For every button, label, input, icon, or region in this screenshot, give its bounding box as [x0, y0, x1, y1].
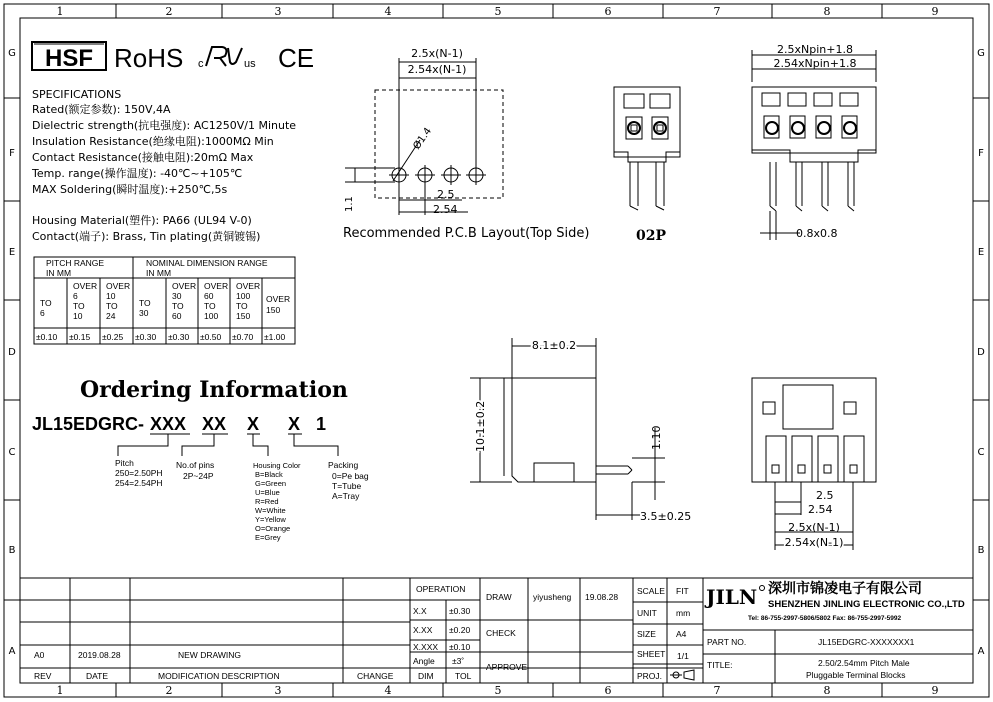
svg-text:NEW DRAWING: NEW DRAWING [178, 650, 241, 660]
row-label: B [8, 545, 16, 556]
svg-text:JL15EDGRC-: JL15EDGRC- [32, 414, 145, 434]
spec-line: Dielectric strength(抗电强度): AC1250V/1 Minute [32, 119, 297, 132]
svg-text:DRAW: DRAW [486, 592, 512, 602]
svg-text:30: 30 [172, 291, 182, 301]
col-label: 4 [384, 5, 392, 18]
svg-text:U=Blue: U=Blue [255, 488, 280, 497]
col-label: 4 [384, 684, 392, 697]
col-label: 7 [713, 684, 721, 697]
company-logo: JILN [706, 585, 758, 609]
svg-text:±0.25: ±0.25 [102, 332, 124, 342]
col-label: 5 [494, 684, 502, 697]
svg-text:XX: XX [202, 414, 227, 434]
svg-text:NOMINAL DIMENSION RANGE: NOMINAL DIMENSION RANGE [146, 258, 268, 268]
svg-text:PITCH RANGE: PITCH RANGE [46, 258, 105, 268]
bottom-view [752, 378, 876, 550]
svg-text:1.1: 1.1 [344, 196, 355, 212]
svg-text:CHANGE: CHANGE [357, 671, 394, 681]
svg-text:OVER: OVER [172, 281, 197, 291]
svg-text:Packing: Packing [328, 460, 359, 470]
svg-text:2.50/2.54mm Pitch Male: 2.50/2.54mm Pitch Male [818, 658, 910, 668]
svg-text:2.5xNpin+1.8: 2.5xNpin+1.8 [777, 43, 853, 56]
tolerance-table [34, 257, 295, 344]
svg-text:2.5x(N-1): 2.5x(N-1) [411, 47, 463, 60]
svg-text:60: 60 [204, 291, 214, 301]
row-label: D [977, 347, 985, 358]
svg-text:O=Orange: O=Orange [255, 524, 291, 533]
row-label: C [8, 447, 16, 458]
col-label: 7 [713, 5, 721, 18]
svg-text:us: us [244, 58, 256, 70]
svg-text:2.54x(N-1): 2.54x(N-1) [407, 63, 467, 76]
svg-text:Pitch: Pitch [115, 458, 134, 468]
front-view [752, 43, 876, 240]
svg-text:OVER: OVER [236, 281, 261, 291]
svg-text:No.of pins: No.of pins [176, 460, 215, 470]
ordering-leaders [118, 434, 338, 456]
title-block [20, 578, 973, 683]
svg-text:Angle: Angle [413, 656, 435, 666]
col-label: 1 [56, 684, 64, 697]
svg-text:±0.30: ±0.30 [168, 332, 190, 342]
svg-text:1.10: 1.10 [650, 425, 663, 450]
material-line: Contact(端子): Brass, Tin plating(黄铜镀锡) [32, 230, 261, 243]
row-label: F [9, 148, 15, 159]
col-label: 5 [494, 5, 502, 18]
certification-logos [32, 42, 314, 73]
svg-text:SIZE: SIZE [637, 629, 656, 639]
svg-text:±0.10: ±0.10 [36, 332, 58, 342]
svg-text:24: 24 [106, 311, 116, 321]
col-label: 8 [823, 5, 831, 18]
svg-text:FIT: FIT [676, 586, 689, 596]
row-label: A [977, 646, 985, 657]
svg-text:TO: TO [172, 301, 184, 311]
svg-text:1/1: 1/1 [677, 651, 689, 661]
side-view [470, 338, 691, 523]
svg-text:2.54x(N-1): 2.54x(N-1) [784, 536, 844, 549]
svg-text:6: 6 [40, 308, 45, 318]
svg-text:IN MM: IN MM [46, 268, 72, 278]
svg-text:30: 30 [139, 308, 149, 318]
rohs-logo: RoHS [114, 43, 184, 73]
svg-text:c: c [198, 58, 204, 70]
company-name-cn: 深圳市锦凌电子有限公司 [768, 581, 922, 597]
svg-text:mm: mm [676, 608, 691, 618]
spec-line: MAX Soldering(瞬时温度):+250℃,5s [32, 183, 228, 196]
svg-text:Housing Color: Housing Color [253, 461, 301, 470]
svg-text:CHECK: CHECK [486, 628, 516, 638]
svg-text:TO: TO [236, 301, 248, 311]
ordering-title: Ordering Information [80, 377, 348, 403]
svg-text:250=2.50PH: 250=2.50PH [115, 468, 163, 478]
svg-text:±1.00: ±1.00 [264, 332, 286, 342]
svg-text:254=2.54PH: 254=2.54PH [115, 478, 163, 488]
svg-text:1: 1 [316, 414, 327, 434]
svg-text:X: X [247, 414, 260, 434]
svg-text:2019.08.28: 2019.08.28 [78, 650, 121, 660]
row-label: G [977, 48, 985, 59]
svg-text:G=Green: G=Green [255, 479, 287, 488]
svg-text:2.54: 2.54 [808, 503, 833, 516]
pcb-caption: Recommended P.C.B Layout(Top Side) [343, 226, 590, 241]
svg-text:IN MM: IN MM [146, 268, 172, 278]
svg-text:R=Red: R=Red [255, 497, 279, 506]
svg-text:6: 6 [73, 291, 78, 301]
svg-text:DATE: DATE [86, 671, 109, 681]
registered-icon [760, 586, 765, 591]
company-contact: Tel: 86-755-2997-5806/5802 Fax: 86-755-2997-5992 [748, 615, 902, 622]
col-label: 3 [274, 684, 282, 697]
svg-text:TITLE:: TITLE: [707, 660, 733, 670]
col-label: 2 [165, 684, 173, 697]
svg-text:±0.10: ±0.10 [449, 642, 471, 652]
svg-text:150: 150 [266, 305, 281, 315]
svg-text:2.54xNpin+1.8: 2.54xNpin+1.8 [773, 57, 857, 70]
svg-text:±0.30: ±0.30 [135, 332, 157, 342]
spec-heading: SPECIFICATIONS [32, 88, 122, 101]
svg-text:±0.30: ±0.30 [449, 606, 471, 616]
svg-text:2P~24P: 2P~24P [183, 471, 214, 481]
svg-text:SHEET: SHEET [637, 649, 666, 659]
svg-text:60: 60 [172, 311, 182, 321]
svg-text:PROJ.: PROJ. [637, 671, 663, 681]
row-label: C [977, 447, 985, 458]
ordering-code [32, 414, 326, 434]
col-label: 6 [604, 684, 612, 697]
svg-text:JL15EDGRC-XXXXXXX1: JL15EDGRC-XXXXXXX1 [818, 637, 915, 647]
svg-text:TOL: TOL [455, 671, 472, 681]
row-label: A [8, 646, 16, 657]
svg-text:yiyusheng: yiyusheng [533, 592, 572, 602]
hsf-logo-text: HSF [45, 45, 93, 72]
svg-text:OVER: OVER [204, 281, 229, 291]
svg-text:OPERATION: OPERATION [416, 584, 466, 594]
row-label: F [978, 148, 984, 159]
spec-line: Temp. range(操作温度): -40℃~+105℃ [32, 167, 243, 180]
svg-text:10: 10 [106, 291, 116, 301]
svg-text:A=Tray: A=Tray [332, 491, 360, 501]
svg-text:OVER: OVER [106, 281, 131, 291]
view-02p [614, 87, 680, 244]
ur-mark-icon [198, 47, 256, 70]
svg-text:XXX: XXX [150, 414, 187, 434]
svg-text:10: 10 [73, 311, 83, 321]
svg-text:Ø1.4: Ø1.4 [411, 125, 435, 152]
svg-text:OVER: OVER [266, 294, 291, 304]
col-label: 1 [56, 5, 64, 18]
ce-mark: CE [278, 43, 315, 73]
svg-text:2.54: 2.54 [433, 203, 458, 216]
company-name-en: SHENZHEN JINLING ELECTRONIC CO.,LTD [768, 599, 965, 610]
svg-text:Y=Yellow: Y=Yellow [255, 515, 286, 524]
svg-text:TO: TO [40, 298, 52, 308]
svg-text:Pluggable Terminal Blocks: Pluggable Terminal Blocks [806, 670, 906, 680]
material-line: Housing Material(塑件): PA66 (UL94 V-0) [32, 214, 252, 227]
svg-text:A0: A0 [34, 650, 45, 660]
svg-text:150: 150 [236, 311, 251, 321]
svg-text:DIM: DIM [418, 671, 434, 681]
svg-text:±0.15: ±0.15 [69, 332, 91, 342]
row-label: E [8, 247, 16, 258]
svg-text:B=Black: B=Black [255, 470, 283, 479]
svg-text:TO: TO [106, 301, 118, 311]
col-label: 9 [931, 684, 939, 697]
pcb-layout-view [343, 47, 589, 241]
spec-line: Rated(额定参数): 150V,4A [32, 103, 171, 116]
svg-text:2.5x(N-1): 2.5x(N-1) [788, 521, 840, 534]
svg-text:UNIT: UNIT [637, 608, 657, 618]
svg-text:APPROVE: APPROVE [486, 662, 528, 672]
svg-text:8.1±0.2: 8.1±0.2 [531, 339, 577, 352]
svg-text:100: 100 [204, 311, 219, 321]
svg-text:TO: TO [204, 301, 216, 311]
svg-text:X: X [288, 414, 301, 434]
svg-text:SCALE: SCALE [637, 586, 665, 596]
projection-icon [670, 670, 694, 680]
row-label: G [8, 48, 16, 59]
svg-text:02P: 02P [636, 228, 667, 244]
svg-text:±0.20: ±0.20 [449, 625, 471, 635]
svg-text:X.XX: X.XX [413, 625, 433, 635]
svg-text:A4: A4 [676, 629, 687, 639]
svg-text:3.5±0.25: 3.5±0.25 [640, 510, 692, 523]
svg-text:0.8x0.8: 0.8x0.8 [796, 227, 838, 240]
svg-text:0=Pe bag: 0=Pe bag [332, 471, 369, 481]
svg-text:E=Grey: E=Grey [255, 533, 281, 542]
svg-text:X.X: X.X [413, 606, 427, 616]
svg-text:±0.50: ±0.50 [200, 332, 222, 342]
svg-text:19.08.28: 19.08.28 [585, 592, 619, 602]
svg-text:T=Tube: T=Tube [332, 481, 362, 491]
svg-text:±3˚: ±3˚ [452, 656, 465, 666]
spec-line: Insulation Resistance(绝缘电阻):1000MΩ Min [32, 135, 274, 148]
col-label: 9 [931, 5, 939, 18]
col-label: 6 [604, 5, 612, 18]
svg-text:2.5: 2.5 [816, 489, 834, 502]
col-label: 8 [823, 684, 831, 697]
svg-text:TO: TO [139, 298, 151, 308]
svg-text:REV: REV [34, 671, 52, 681]
svg-text:W=White: W=White [255, 506, 286, 515]
svg-text:OVER: OVER [73, 281, 98, 291]
svg-text:PART NO.: PART NO. [707, 637, 747, 647]
svg-text:MODIFICATION DESCRIPTION: MODIFICATION DESCRIPTION [158, 671, 280, 681]
row-label: E [977, 247, 985, 258]
col-label: 3 [274, 5, 282, 18]
svg-text:X.XXX: X.XXX [413, 642, 439, 652]
svg-text:10.1±0.2: 10.1±0.2 [474, 400, 487, 452]
svg-text:100: 100 [236, 291, 251, 301]
spec-line: Contact Resistance(接触电阻):20mΩ Max [32, 151, 254, 164]
row-label: D [8, 347, 16, 358]
col-label: 2 [165, 5, 173, 18]
svg-text:±0.70: ±0.70 [232, 332, 254, 342]
svg-text:TO: TO [73, 301, 85, 311]
row-label: B [977, 545, 985, 556]
svg-text:2.5: 2.5 [437, 188, 455, 201]
